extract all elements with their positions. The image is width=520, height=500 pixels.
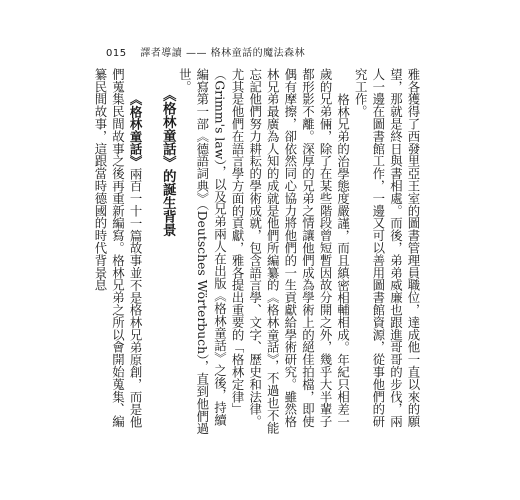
running-header: [106, 44, 305, 59]
page-number: 015: [106, 48, 127, 59]
running-title: 譯者導讀 —— 格林童話的魔法森林: [140, 48, 306, 59]
paragraph-continued: 雅各獲得了西發里亞王室的圖書管理員職位，達成他一直以來的願望，那就是終日與書相處。而後，弟弟威廉也跟進哥哥的步伐，兩人一邊在圖書館工作，一邊又可以善用圖書館資源，從事他們的研究工作。: [353, 68, 421, 428]
subheading: 《格林童話》: [128, 92, 144, 168]
paragraph-text: 兩百一十一篇故事並不是格林兄弟原創，而是他們蒐集民間故事之後再重新編寫。格林兄弟之所以會開始蒐集、編纂民間故事，這跟當時德國的時代背景息: [92, 68, 144, 428]
paragraph: 格林兄弟的治學態度嚴謹，而且縝密相輔相成。年紀只相差一歲的兄弟倆，除了在某些階段曾短暫因故分開之外，幾乎大半輩子都形影不離。深厚的兄弟之情讓他們成為學術上的絕佳拍檔，即使偶有摩擦，卻依然同心協力將他們的一生貢獻給學術研究。雖然格林兄弟最廣為人知的成就是他們所編纂的《格林童話》，不過也不能忘記他們努力耕耘的學術成就，包含語言學、文字、歷史和法律。尤其是他們在語言學方面的貢獻，雅各提出重要的「格林定律」（Grimm's law），以及兄弟兩人在出版《格林童話》之後，持續編寫第一部《德語詞典》（Deutsches Wörterbuch），直到他們過世。: [177, 68, 351, 435]
paragraph-with-subheading: [91, 68, 144, 436]
vertical-text-body: [92, 68, 422, 436]
section-heading: 《格林童話》的誕生背景: [159, 88, 176, 237]
